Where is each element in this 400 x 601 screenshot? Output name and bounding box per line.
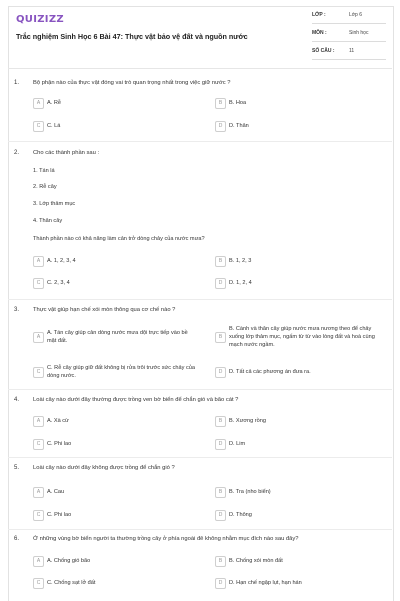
question-text: Thực vật giúp hạn chế xói mòn thông qua cơ chế nào ? <box>33 307 176 313</box>
component-item: 1. Tán lá <box>33 168 55 174</box>
option-text: C. Phi lao <box>47 512 72 518</box>
worksheet-title: Trắc nghiệm Sinh Học 6 Bài 47: Thực vật bảo vệ đất và nguồn nước <box>16 32 248 41</box>
header-divider <box>8 68 392 69</box>
option-text: A. 1, 2, 3, 4 <box>47 258 76 264</box>
meta-value: Lớp 6 <box>349 12 363 18</box>
quizizz-logo: QUIZIZZ <box>16 14 64 25</box>
option-letter-box: B <box>215 556 226 567</box>
question-number: 3. <box>14 307 20 313</box>
option-letter-box: A <box>33 487 44 498</box>
question-divider <box>8 141 392 142</box>
question-divider <box>8 299 392 300</box>
option-letter-box: D <box>215 278 226 289</box>
option-text: C. Chống sạt lở đất <box>47 580 96 586</box>
option-letter-box: C <box>33 439 44 450</box>
question-text: Loài cây nào dưới đây thường được trồng ven bờ biển để chắn gió và bão cát ? <box>33 397 239 403</box>
option-text: B. Cành và thân cây giúp nước mưa nương theo để chảy xuống lớp thảm mục, ngấm từ từ vào lòng đất và hoà cùng mạch nước ngầm. <box>229 326 375 348</box>
option-letter-box: D <box>215 439 226 450</box>
option-letter-box: B <box>215 98 226 109</box>
option-text: A. Xà cừ <box>47 418 69 424</box>
option-text: C. Phi lao <box>47 441 72 447</box>
meta-row-subject <box>312 28 386 42</box>
question-text: Bộ phận nào của thực vật đóng vai trò quan trọng nhất trong việc giữ nước ? <box>33 80 231 86</box>
option-letter-box: A <box>33 98 44 109</box>
option-text: D. Thông <box>229 512 252 518</box>
option-text: D. Hạn chế ngập lụt, hạn hán <box>229 580 302 586</box>
meta-label: SỐ CÂU : <box>312 48 335 54</box>
question-text: Cho các thành phần sau : <box>33 150 100 156</box>
question-divider <box>8 457 392 458</box>
question-number: 2. <box>14 150 20 156</box>
option-letter-box: C <box>33 278 44 289</box>
option-text: D. 1, 2, 4 <box>229 280 252 286</box>
option-text: B. 1, 2, 3 <box>229 258 252 264</box>
component-item: 4. Thân cây <box>33 218 63 224</box>
option-letter-box: C <box>33 510 44 521</box>
option-letter-box: D <box>215 367 226 378</box>
question-text: Ở những vùng bờ biển người ta thường trồng cây ở phía ngoài đê không nhằm mục đích nào sau đây? <box>33 536 299 542</box>
option-text: D. Thân <box>229 123 249 129</box>
question-prompt: Thành phần nào có khả năng làm cản trở dòng chảy của nước mưa? <box>33 236 205 242</box>
option-text: D. Tất cả các phương án đưa ra. <box>229 369 311 375</box>
option-letter-box: D <box>215 578 226 589</box>
component-item: 2. Rễ cây <box>33 184 57 190</box>
meta-row-grade <box>312 10 386 24</box>
option-letter-box: B <box>215 416 226 427</box>
option-letter-box: C <box>33 121 44 132</box>
option-text: C. Rễ cây giúp giữ đất không bị rửa trôi trước sức chảy của dòng nước. <box>47 365 195 379</box>
option-letter-box: A <box>33 556 44 567</box>
question-divider <box>8 389 392 390</box>
option-letter-box: B <box>215 332 226 343</box>
meta-row-count <box>312 46 386 60</box>
question-number: 6. <box>14 536 20 542</box>
meta-value: 11 <box>349 48 355 54</box>
option-text: B. Xương rồng <box>229 418 266 424</box>
option-letter-box: A <box>33 332 44 343</box>
option-text: C. 2, 3, 4 <box>47 280 70 286</box>
option-letter-box: B <box>215 256 226 267</box>
option-text: B. Hoa <box>229 100 247 106</box>
option-text: B. Tra (nho biển) <box>229 489 271 495</box>
component-item: 3. Lớp thảm mục <box>33 201 76 207</box>
option-text: C. Lá <box>47 123 61 129</box>
option-text: D. Lim <box>229 441 246 447</box>
option-text: A. Rễ <box>47 100 61 106</box>
option-letter-box: A <box>33 416 44 427</box>
meta-value: Sinh học <box>349 30 369 36</box>
option-letter-box: B <box>215 487 226 498</box>
option-letter-box: C <box>33 367 44 378</box>
option-text: B. Chống xói mòn đất <box>229 558 283 564</box>
meta-label: LỚP : <box>312 12 326 18</box>
option-letter-box: D <box>215 121 226 132</box>
question-number: 1. <box>14 80 20 86</box>
option-letter-box: A <box>33 256 44 267</box>
option-text: A. Chống gió bão <box>47 558 91 564</box>
option-text: A. Cau <box>47 489 65 495</box>
question-text: Loài cây nào dưới đây không được trồng để chắn gió ? <box>33 465 175 471</box>
meta-panel <box>312 10 386 64</box>
option-text: A. Tán cây giúp cản dòng nước mưa dội trực tiếp vào bề mặt đất. <box>47 330 188 344</box>
meta-label: MÔN : <box>312 30 327 36</box>
option-letter-box: D <box>215 510 226 521</box>
question-number: 5. <box>14 465 20 471</box>
option-letter-box: C <box>33 578 44 589</box>
question-divider <box>8 529 392 530</box>
question-number: 4. <box>14 397 20 403</box>
